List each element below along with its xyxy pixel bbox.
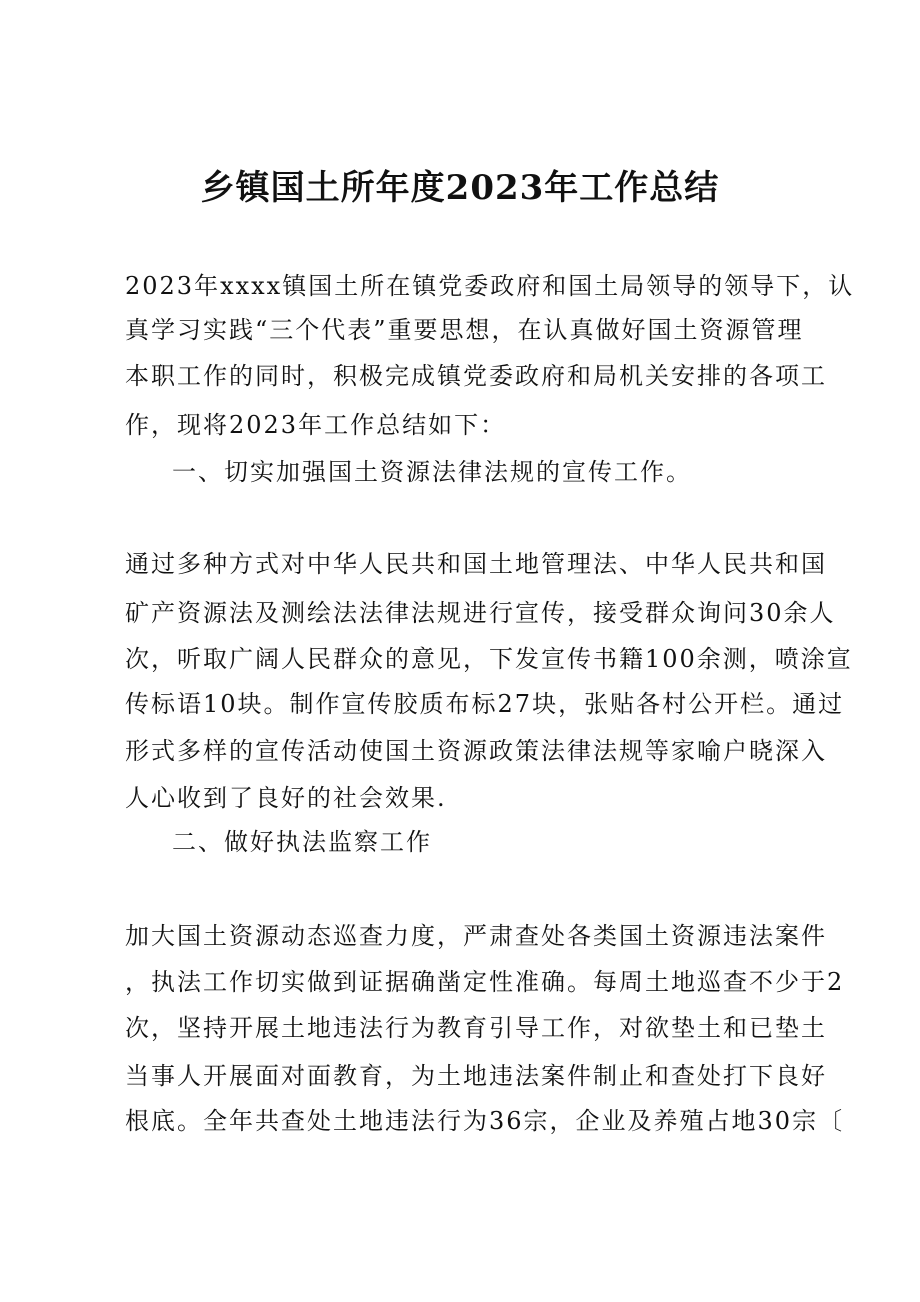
document-title: 乡镇国土所年度2023年工作总结: [200, 168, 720, 208]
section-heading-1: 一、切实加强国土资源法律法规的宣传工作。: [172, 458, 692, 486]
body-text-line: 矿产资源法及测绘法法律法规进行宣传，接受群众询问30余人: [125, 599, 836, 627]
body-text-line: 形式多样的宣传活动使国土资源政策法律法规等家喻户晓深入: [125, 737, 827, 765]
section-heading-2: 二、做好执法监察工作: [172, 828, 432, 856]
body-text-line: 次，坚持开展土地违法行为教育引导工作，对欲垫土和已垫土: [125, 1014, 827, 1042]
body-text-line: 本职工作的同时，积极完成镇党委政府和局机关安排的各项工: [125, 362, 827, 390]
body-text-line: 人心收到了良好的社会效果.: [125, 784, 447, 812]
body-text-line: 作，现将2023年工作总结如下：: [125, 411, 507, 439]
body-text-line: 当事人开展面对面教育，为土地违法案件制止和查处打下良好: [125, 1062, 827, 1090]
body-text-line: 通过多种方式对中华人民共和国土地管理法、中华人民共和国: [125, 550, 827, 578]
body-text-line: 传标语10块。制作宣传胶质布标27块，张贴各村公开栏。通过: [125, 690, 845, 718]
body-text-line: ，执法工作切实做到证据确凿定性准确。每周土地巡查不少于2: [125, 968, 845, 996]
body-text-line: 真学习实践“三个代表”重要思想，在认真做好国土资源管理: [125, 316, 804, 344]
body-text-line: 根底。全年共查处土地违法行为36宗，企业及养殖占地30宗〔: [125, 1107, 845, 1135]
body-text-line: 加大国土资源动态巡查力度，严肃查处各类国土资源违法案件: [125, 922, 827, 950]
body-text-line: 次，听取广阔人民群众的意见，下发宣传书籍100余测，喷涂宣: [125, 645, 853, 673]
body-text-line: 2023年xxxx镇国土所在镇党委政府和国土局领导的领导下，认: [125, 272, 855, 300]
